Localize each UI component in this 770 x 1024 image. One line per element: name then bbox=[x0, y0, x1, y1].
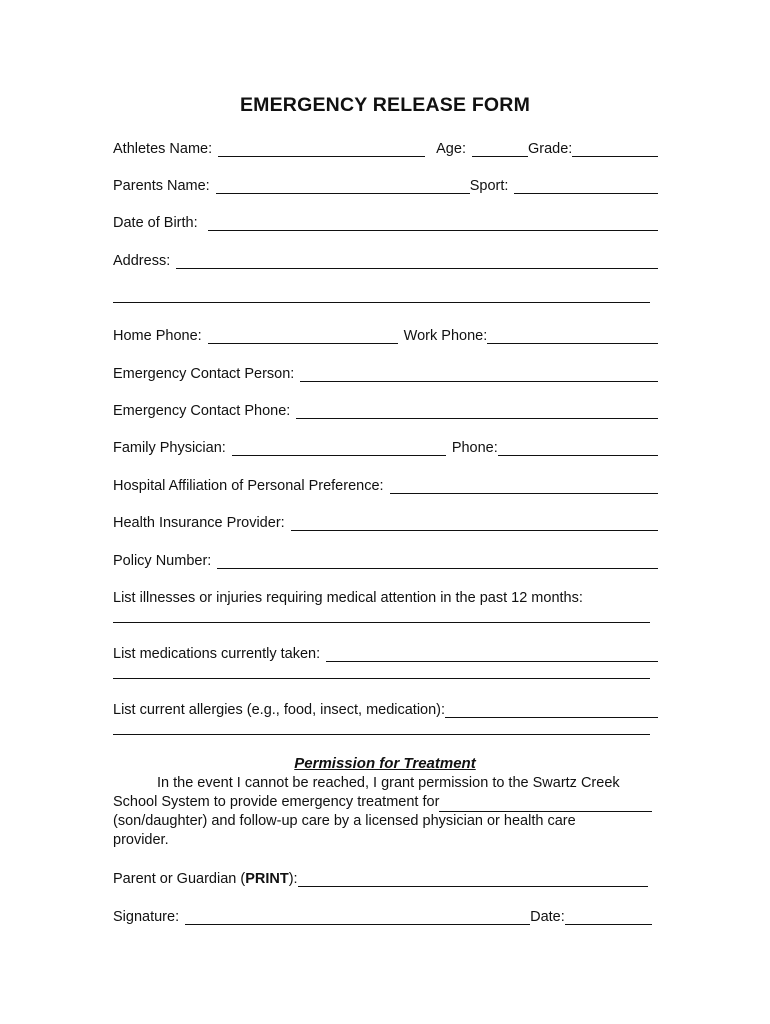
family-physician-label: Family Physician: bbox=[113, 440, 226, 456]
policy-field[interactable] bbox=[217, 554, 658, 569]
permission-line-2: School System to provide emergency treatment for bbox=[113, 793, 658, 812]
medications-field[interactable] bbox=[326, 647, 658, 662]
emergency-contact-phone-field[interactable] bbox=[296, 404, 658, 419]
physician-row bbox=[113, 436, 658, 456]
insurance-field[interactable] bbox=[291, 516, 658, 531]
emergency-contact-person-row bbox=[113, 362, 658, 382]
age-label: Age: bbox=[436, 141, 466, 157]
policy-label: Policy Number: bbox=[113, 553, 212, 569]
allergies-line-2[interactable] bbox=[113, 734, 650, 735]
sport-field[interactable] bbox=[514, 179, 658, 194]
allergies-label: List current allergies (e.g., food, insect, medication): bbox=[113, 702, 446, 718]
address-line-2[interactable] bbox=[113, 302, 650, 303]
parents-name-field[interactable] bbox=[216, 179, 470, 194]
family-physician-field[interactable] bbox=[232, 441, 446, 456]
sport-label: Sport: bbox=[469, 178, 509, 194]
illnesses-label: List illnesses or injuries requiring medical attention in the past 12 months: bbox=[113, 590, 583, 606]
work-phone-label: Work Phone: bbox=[403, 328, 488, 344]
insurance-row bbox=[113, 511, 658, 531]
dob-label: Date of Birth: bbox=[113, 215, 198, 231]
guardian-label-suffix: ): bbox=[288, 871, 298, 887]
date-field[interactable] bbox=[565, 910, 652, 925]
dob-row bbox=[113, 211, 658, 231]
student-name-field[interactable] bbox=[439, 797, 652, 812]
athletes-name-label: Athletes Name: bbox=[113, 141, 213, 157]
emergency-contact-person-field[interactable] bbox=[300, 367, 658, 382]
guardian-name-field[interactable] bbox=[298, 872, 648, 887]
parents-row bbox=[113, 174, 658, 194]
grade-label: Grade: bbox=[527, 141, 573, 157]
phone-row bbox=[113, 324, 658, 344]
permission-line-4: provider. bbox=[113, 832, 169, 848]
illnesses-row bbox=[113, 586, 658, 606]
emergency-contact-person-label: Emergency Contact Person: bbox=[113, 366, 295, 382]
guardian-label-prefix: Parent or Guardian ( bbox=[113, 871, 246, 887]
dob-field[interactable] bbox=[208, 216, 658, 231]
permission-heading: Permission for Treatment bbox=[294, 755, 476, 772]
hospital-row bbox=[113, 474, 658, 494]
signature-label: Signature: bbox=[113, 909, 180, 925]
guardian-label-print: PRINT bbox=[245, 871, 289, 887]
address-row bbox=[113, 249, 658, 269]
medications-line-2[interactable] bbox=[113, 678, 650, 679]
parents-name-label: Parents Name: bbox=[113, 178, 210, 194]
age-field[interactable] bbox=[472, 142, 528, 157]
address-field[interactable] bbox=[176, 254, 658, 269]
signature-row bbox=[113, 905, 658, 925]
form-title: EMERGENCY RELEASE FORM bbox=[239, 94, 531, 116]
emergency-contact-phone-row bbox=[113, 399, 658, 419]
home-phone-field[interactable] bbox=[208, 329, 398, 344]
allergies-field[interactable] bbox=[445, 703, 658, 718]
policy-row bbox=[113, 549, 658, 569]
home-phone-label: Home Phone: bbox=[113, 328, 202, 344]
athlete-row bbox=[113, 137, 658, 157]
physician-phone-label: Phone: bbox=[451, 440, 498, 456]
date-label: Date: bbox=[530, 909, 565, 925]
guardian-row bbox=[113, 867, 658, 887]
emergency-contact-phone-label: Emergency Contact Phone: bbox=[113, 403, 291, 419]
allergies-row bbox=[113, 698, 658, 718]
hospital-field[interactable] bbox=[390, 479, 658, 494]
athletes-name-field[interactable] bbox=[218, 142, 425, 157]
medications-row bbox=[113, 642, 658, 662]
physician-phone-field[interactable] bbox=[498, 441, 658, 456]
signature-field[interactable] bbox=[185, 910, 530, 925]
permission-line-1: In the event I cannot be reached, I grant permission to the Swartz Creek bbox=[157, 775, 620, 791]
insurance-label: Health Insurance Provider: bbox=[113, 515, 285, 531]
hospital-label: Hospital Affiliation of Personal Preference: bbox=[113, 478, 384, 494]
illnesses-field[interactable] bbox=[113, 622, 650, 623]
permission-line-3: (son/daughter) and follow-up care by a licensed physician or health care bbox=[113, 813, 576, 829]
permission-paragraph bbox=[113, 774, 658, 850]
medications-label: List medications currently taken: bbox=[113, 646, 321, 662]
grade-field[interactable] bbox=[572, 142, 658, 157]
work-phone-field[interactable] bbox=[487, 329, 658, 344]
address-label: Address: bbox=[113, 253, 171, 269]
